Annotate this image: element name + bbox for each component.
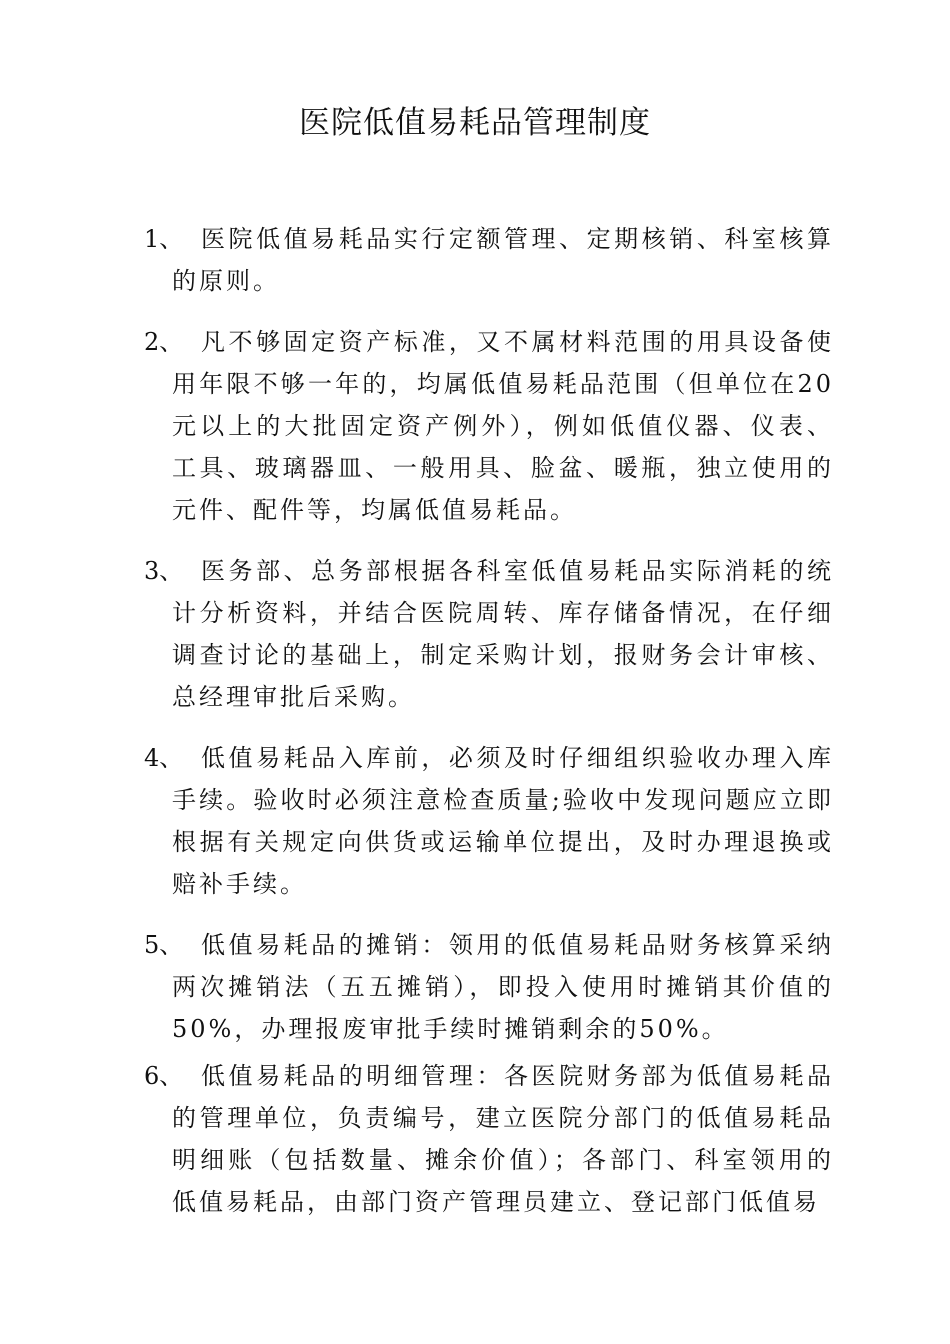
regulation-item-2 [144,321,834,531]
regulation-list [144,218,834,1223]
regulation-item-4 [144,737,834,905]
item-number: 6、 [144,1062,184,1090]
item-number: 4、 [144,744,184,772]
item-text: 凡不够固定资产标准，又不属材料范围的用具设备使用年限不够一年的，均属低值易耗品范围（但单位在20元以上的大批固定资产例外），例如低值仪器、仪表、工具、玻璃器皿、一般用具、脸盆、暖瓶，独立使用的元件、配件等，均属低值易耗品。 [172,328,834,524]
item-text: 医务部、总务部根据各科室低值易耗品实际消耗的统计分析资料，并结合医院周转、库存储备情况，在仔细调查讨论的基础上，制定采购计划，报财务会计审核、总经理审批后采购。 [172,557,834,711]
item-text: 低值易耗品的明细管理：各医院财务部为低值易耗品的管理单位，负责编号，建立医院分部门的低值易耗品明细账（包括数量、摊余价值）；各部门、科室领用的低值易耗品，由部门资产管理员建立、登记部门低值易 [172,1062,834,1216]
item-number: 1、 [144,225,184,253]
item-text: 低值易耗品入库前，必须及时仔细组织验收办理入库手续。验收时必须注意检查质量;验收中发现问题应立即根据有关规定向供货或运输单位提出，及时办理退换或赔补手续。 [172,744,834,898]
regulation-item-3 [144,550,834,718]
item-number: 5、 [144,931,184,959]
item-text: 低值易耗品的摊销：领用的低值易耗品财务核算采纳两次摊销法（五五摊销），即投入使用时摊销其价值的50%，办理报废审批手续时摊销剩余的50%。 [172,931,834,1043]
item-number: 2、 [144,328,184,356]
regulation-item-6 [144,1055,834,1223]
item-text: 医院低值易耗品实行定额管理、定期核销、科室核算的原则。 [172,225,834,295]
regulation-item-5 [144,924,834,1050]
regulation-item-1 [144,218,834,302]
document-title: 医院低值易耗品管理制度 [299,105,651,141]
item-number: 3、 [144,557,184,585]
